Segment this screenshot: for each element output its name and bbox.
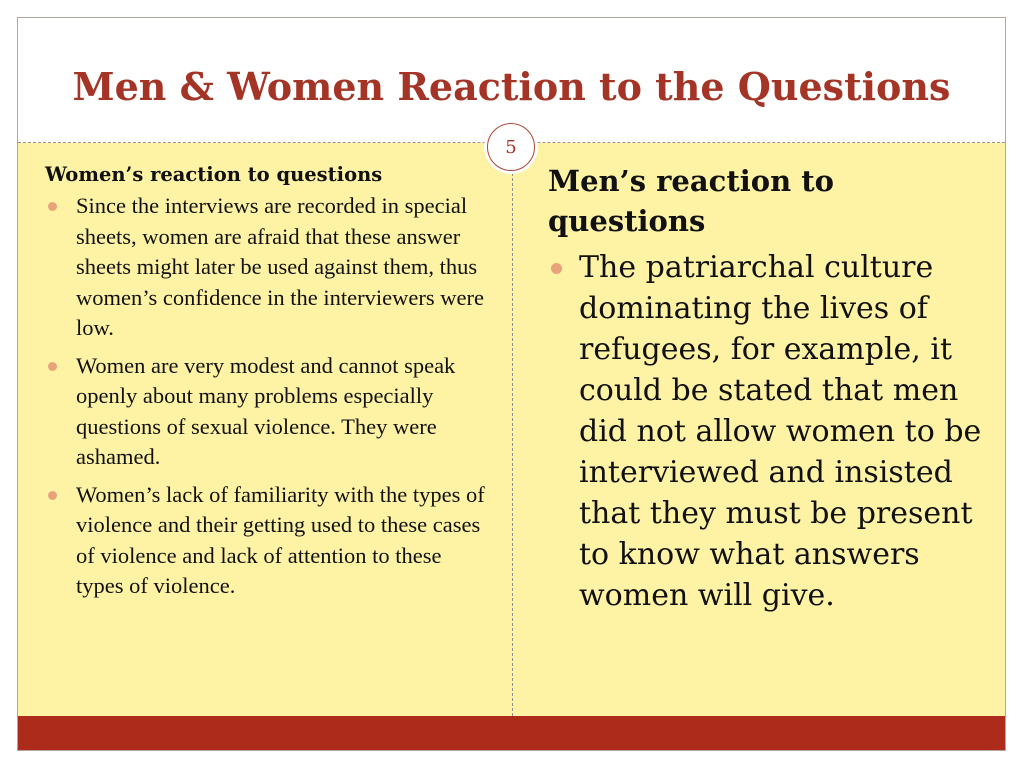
- list-item-text: Women’s lack of familiarity with the types of violence and their getting used to these cases of violence and lack of attention to these types of violence.: [76, 481, 485, 599]
- men-reaction-heading: Men’s reaction to questions: [548, 164, 835, 238]
- bullet-dot-icon: [48, 491, 57, 500]
- list-item-text: Since the interviews are recorded in special sheets, women are afraid that these answer sheets might later be used against them, thus women’s confidence in the interviewers were low.: [76, 193, 484, 341]
- bullet-dot-icon: [48, 362, 57, 371]
- list-item-text: Women are very modest and cannot speak openly about many problems especially questions of sexual violence. They were ashamed.: [76, 352, 456, 470]
- slide: [17, 17, 1006, 751]
- slide-title: Men & Women Reaction to the Questions: [72, 64, 951, 109]
- page-number: 5: [487, 123, 535, 171]
- men-reaction-list: [548, 247, 998, 616]
- women-reaction-heading: Women’s reaction to questions: [45, 163, 383, 186]
- list-item: [548, 247, 998, 616]
- women-reaction-column: [45, 162, 487, 609]
- column-divider: [512, 163, 513, 716]
- footer-bar: [18, 716, 1005, 751]
- men-reaction-column: [548, 161, 998, 616]
- list-item: [45, 480, 487, 602]
- bullet-dot-icon: [551, 263, 562, 274]
- list-item-text: The patriarchal culture dominating the lives of refugees, for example, it could be stated that men did not allow women to be interviewed and insisted that they must be present to know what answers women will give.: [579, 250, 982, 613]
- women-reaction-list: [45, 191, 487, 602]
- list-item: [45, 351, 487, 473]
- bullet-dot-icon: [48, 202, 57, 211]
- list-item: [45, 191, 487, 344]
- page-number-badge: [484, 120, 538, 174]
